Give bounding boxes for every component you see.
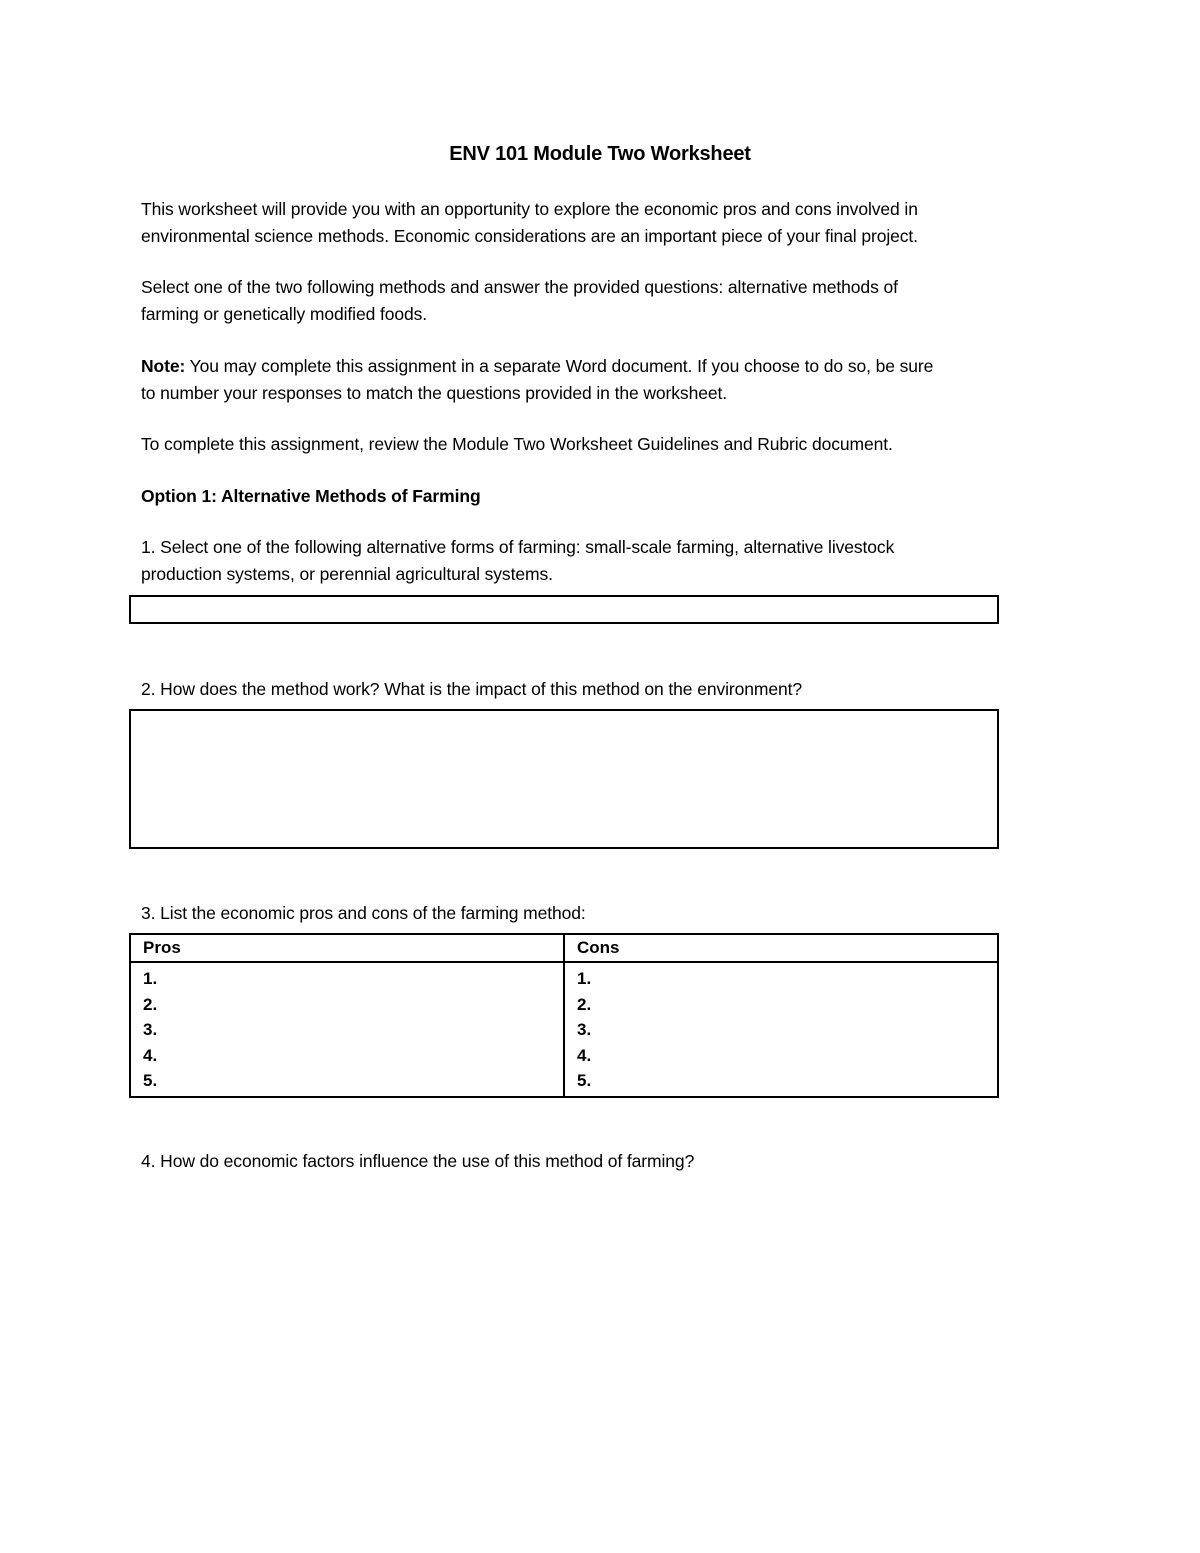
question-1 [141,534,1051,588]
note-text-1: You may complete this assignment in a separate Word document. If you choose to do so, be sure [185,356,934,376]
cons-header: Cons [564,934,998,962]
pros-cons-table [129,933,999,1098]
question-1-line-2: production systems, or perennial agricultural systems. [141,564,553,584]
note-line-1 [141,353,1051,380]
pros-header: Pros [130,934,564,962]
pros-item: 1. [143,969,158,988]
pros-item: 4. [143,1045,158,1065]
select-line-1: Select one of the two following methods and answer the provided questions: alternative methods of [141,277,898,297]
pros-item: 2. [143,994,158,1014]
note-label: Note: [141,356,186,376]
answer-box-question-1[interactable] [129,595,999,624]
question-4: 4. How do economic factors influence the use of this method of farming? [141,1151,695,1171]
pros-item: 5. [143,1071,158,1091]
question-3: 3. List the economic pros and cons of the farming method: [141,903,586,923]
note-line-2: to number your responses to match the questions provided in the worksheet. [141,383,727,403]
pros-cell[interactable] [130,962,564,1097]
note-paragraph [141,353,1051,407]
table-row [130,962,998,1097]
question-1-line-1: 1. Select one of the following alternative forms of farming: small-scale farming, alternative livestock [141,537,895,557]
intro-line-1: This worksheet will provide you with an opportunity to explore the economic pros and cons involved in [141,199,918,219]
select-line-2: farming or genetically modified foods. [141,304,428,324]
cons-cell[interactable] [564,962,998,1097]
pros-item: 3. [143,1020,158,1040]
cons-item: 2. [577,994,592,1014]
page-title: ENV 101 Module Two Worksheet [449,143,751,165]
table-header-row [130,934,998,962]
cons-item: 1. [577,969,592,988]
cons-item: 4. [577,1045,592,1065]
cons-item: 5. [577,1071,592,1091]
question-2: 2. How does the method work? What is the impact of this method on the environment? [141,679,803,699]
intro-paragraph [141,196,1051,250]
cons-item: 3. [577,1020,592,1040]
select-paragraph [141,274,1051,328]
complete-paragraph: To complete this assignment, review the Module Two Worksheet Guidelines and Rubric document. [141,434,893,454]
answer-box-question-2[interactable] [129,709,999,849]
option-heading: Option 1: Alternative Methods of Farming [141,486,481,506]
intro-line-2: environmental science methods. Economic considerations are an important piece of your final project. [141,226,918,246]
